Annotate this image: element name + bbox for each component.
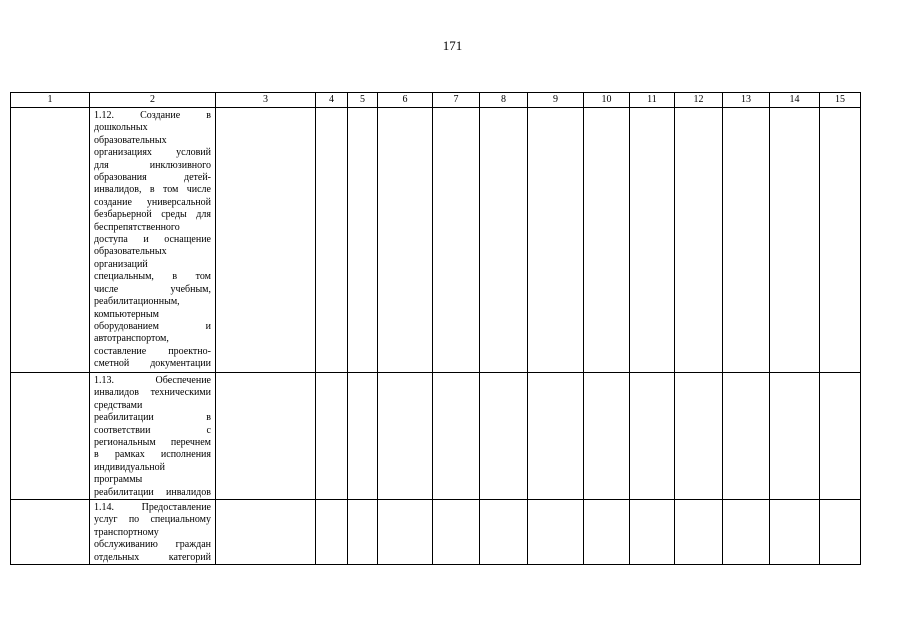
description-line: реабилитации в — [94, 412, 211, 424]
description-line: транспортному — [94, 526, 159, 538]
table-cell — [378, 500, 433, 565]
description-line: создание универсальной — [94, 196, 211, 208]
table-cell — [348, 108, 378, 373]
table-cell — [630, 108, 675, 373]
table-cell — [480, 500, 528, 565]
description-line: обслуживанию граждан — [94, 539, 211, 551]
column-header: 6 — [378, 93, 433, 108]
table-cell — [723, 500, 770, 565]
table-cell — [480, 108, 528, 373]
description-line: образовательных — [94, 134, 167, 146]
column-header: 15 — [820, 93, 861, 108]
description-line: услуг по специальному — [94, 514, 211, 526]
description-line: компьютерным — [94, 308, 159, 320]
table-cell — [675, 373, 723, 500]
row-description — [90, 500, 216, 565]
table-cell — [216, 500, 316, 565]
column-header: 3 — [216, 93, 316, 108]
table-cell — [723, 108, 770, 373]
table-cell — [348, 373, 378, 500]
table-cell — [630, 500, 675, 565]
column-header: 13 — [723, 93, 770, 108]
table-cell — [316, 108, 348, 373]
description-line: соответствии с — [94, 424, 211, 436]
description-line: образовательных — [94, 246, 167, 258]
table-cell — [378, 108, 433, 373]
description-line: реабилитационным, — [94, 296, 180, 308]
table-cell — [480, 373, 528, 500]
table-cell — [584, 373, 630, 500]
table-cell — [675, 108, 723, 373]
column-header: 4 — [316, 93, 348, 108]
row-description — [90, 373, 216, 500]
table-cell — [433, 500, 480, 565]
table-row — [11, 500, 861, 565]
table-header-row — [11, 93, 861, 108]
table-cell — [528, 500, 584, 565]
table-cell — [316, 500, 348, 565]
description-line: специальным, в том — [94, 271, 211, 283]
table-row — [11, 108, 861, 373]
table-cell — [528, 373, 584, 500]
description-line: образования детей- — [94, 172, 211, 184]
row-description — [90, 108, 216, 373]
description-line: 1.14. Предоставление — [94, 502, 211, 514]
description-line: в рамках исполнения — [94, 449, 211, 461]
table-cell — [378, 373, 433, 500]
description-line: числе учебным, — [94, 283, 211, 295]
column-header: 2 — [90, 93, 216, 108]
column-header: 1 — [11, 93, 90, 108]
description-line: региональным перечнем — [94, 437, 211, 449]
description-line: беспрепятственного — [94, 221, 180, 233]
table-cell — [675, 500, 723, 565]
table-cell — [820, 373, 861, 500]
table-row — [11, 373, 861, 500]
column-header: 14 — [770, 93, 820, 108]
table-cell — [348, 500, 378, 565]
description-line: доступа и оснащение — [94, 234, 211, 246]
description-line: дошкольных — [94, 122, 148, 134]
table-cell — [770, 108, 820, 373]
description-line: отдельных категорий — [94, 551, 211, 563]
table-cell — [820, 108, 861, 373]
data-table — [10, 92, 861, 565]
column-header: 12 — [675, 93, 723, 108]
description-line: индивидуальной — [94, 461, 165, 473]
description-line: инвалидов, в том числе — [94, 184, 211, 196]
description-line: программы — [94, 474, 143, 486]
table-cell — [11, 500, 90, 565]
column-header: 11 — [630, 93, 675, 108]
table-cell — [820, 500, 861, 565]
description-line: оборудованием и — [94, 320, 211, 332]
description-line: для инклюзивного — [94, 159, 211, 171]
description-line: организациях условий — [94, 147, 211, 159]
table-cell — [770, 373, 820, 500]
table-cell — [216, 108, 316, 373]
table-cell — [433, 373, 480, 500]
table-cell — [216, 373, 316, 500]
table-cell — [316, 373, 348, 500]
description-line: сметной документации — [94, 358, 211, 370]
description-line: составление проектно- — [94, 345, 211, 357]
description-line: организаций — [94, 258, 148, 270]
description-line: безбарьерной среды для — [94, 209, 211, 221]
table-cell — [770, 500, 820, 565]
page-number: 171 — [442, 38, 463, 53]
table-cell — [630, 373, 675, 500]
column-header: 9 — [528, 93, 584, 108]
column-header: 8 — [480, 93, 528, 108]
column-header: 5 — [348, 93, 378, 108]
table-cell — [433, 108, 480, 373]
description-line: 1.13. Обеспечение — [94, 375, 211, 386]
description-line: 1.12. Создание в — [94, 110, 211, 121]
table-cell — [584, 108, 630, 373]
description-line: средствами — [94, 399, 143, 411]
table-cell — [11, 108, 90, 373]
description-line: инвалидов техническими — [94, 387, 211, 399]
column-header: 7 — [433, 93, 480, 108]
column-header: 10 — [584, 93, 630, 108]
description-line: автотранспортом, — [94, 333, 169, 345]
table-cell — [584, 500, 630, 565]
table-cell — [11, 373, 90, 500]
description-line: реабилитации инвалидов — [94, 486, 211, 498]
table-cell — [723, 373, 770, 500]
table-cell — [528, 108, 584, 373]
